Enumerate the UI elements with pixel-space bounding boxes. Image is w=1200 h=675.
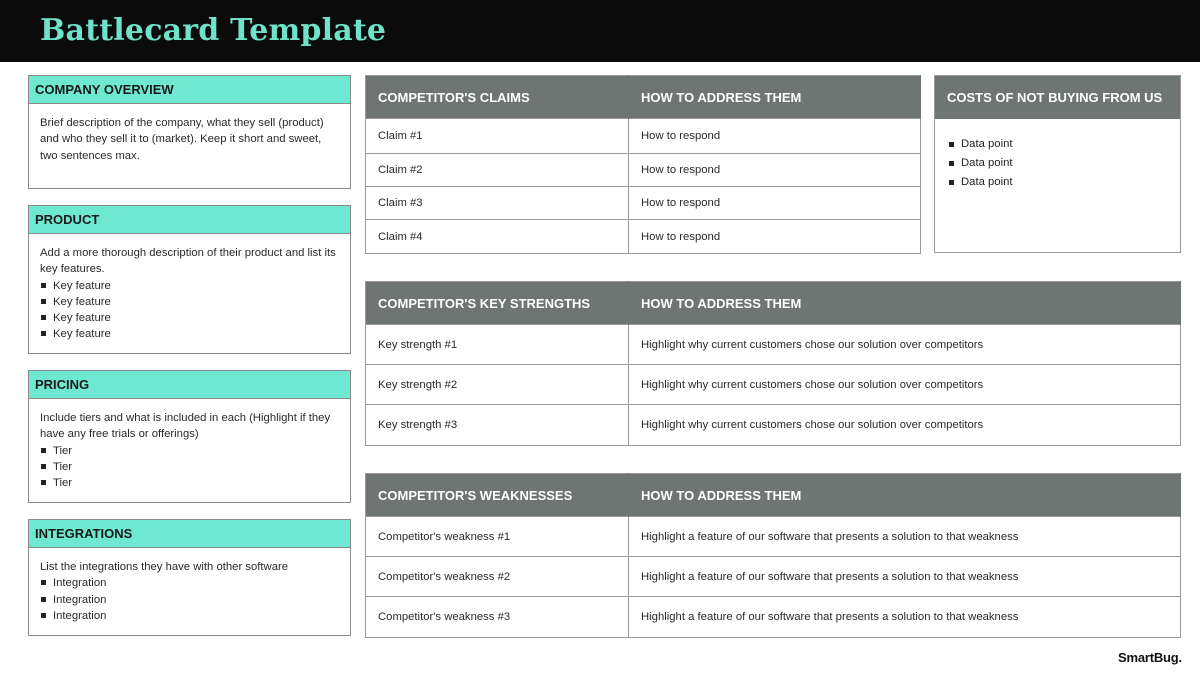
product-body	[29, 234, 350, 343]
pricing-tier-list	[40, 443, 339, 492]
costs-list	[935, 119, 1180, 192]
list-item: Integration	[40, 575, 339, 591]
product-feature-list	[40, 278, 339, 343]
pricing-body	[29, 399, 350, 491]
table-header-row	[366, 474, 1181, 517]
address-column-header: HOW TO ADDRESS THEM	[629, 474, 1181, 517]
company-overview-panel	[28, 75, 351, 189]
table-row	[366, 517, 1181, 557]
page-title: Battlecard Template	[40, 13, 387, 48]
claim-cell: Claim #4	[366, 220, 629, 254]
pricing-text: Include tiers and what is included in each (Highlight if they have any free trials or offerings)	[40, 412, 331, 441]
response-cell: How to respond	[629, 187, 921, 220]
claim-cell: Claim #2	[366, 154, 629, 187]
claim-cell: Claim #1	[366, 119, 629, 154]
product-heading: PRODUCT	[29, 206, 350, 234]
response-cell: How to respond	[629, 220, 921, 254]
weakness-cell: Competitor's weakness #1	[366, 517, 629, 557]
list-item: Key feature	[40, 294, 339, 310]
pricing-panel	[28, 370, 351, 503]
strengths-table	[365, 281, 1181, 446]
list-item: Tier	[40, 443, 339, 459]
table-row	[366, 365, 1181, 405]
table-header-row	[366, 282, 1181, 325]
response-cell: Highlight a feature of our software that presents a solution to that weakness	[629, 517, 1181, 557]
company-overview-text: Brief description of the company, what they sell (product) and who they sell it to (market). Keep it short and sweet, two sentences max.	[40, 117, 324, 162]
list-item: Key feature	[40, 278, 339, 294]
response-cell: Highlight a feature of our software that presents a solution to that weakness	[629, 557, 1181, 597]
company-overview-heading: COMPANY OVERVIEW	[29, 76, 350, 104]
address-column-header: HOW TO ADDRESS THEM	[629, 282, 1181, 325]
weaknesses-table	[365, 473, 1181, 638]
list-item: Data point	[948, 173, 1180, 192]
table-row	[366, 557, 1181, 597]
response-cell: Highlight why current customers chose our solution over competitors	[629, 405, 1181, 446]
response-cell: Highlight why current customers chose our solution over competitors	[629, 325, 1181, 365]
product-panel	[28, 205, 351, 354]
table-row	[366, 154, 921, 187]
integrations-body	[29, 548, 350, 624]
pricing-heading: PRICING	[29, 371, 350, 399]
response-cell: Highlight a feature of our software that presents a solution to that weakness	[629, 597, 1181, 638]
weaknesses-column-header: COMPETITOR'S WEAKNESSES	[366, 474, 629, 517]
list-item: Key feature	[40, 326, 339, 342]
list-item: Integration	[40, 608, 339, 624]
costs-heading: COSTS OF NOT BUYING FROM US	[935, 76, 1180, 119]
costs-panel	[934, 75, 1181, 253]
response-cell: Highlight why current customers chose our solution over competitors	[629, 365, 1181, 405]
claim-cell: Claim #3	[366, 187, 629, 220]
table-row	[366, 187, 921, 220]
strength-cell: Key strength #2	[366, 365, 629, 405]
integrations-heading: INTEGRATIONS	[29, 520, 350, 548]
address-column-header: HOW TO ADDRESS THEM	[629, 76, 921, 119]
claims-table	[365, 75, 921, 254]
table-header-row	[366, 76, 921, 119]
list-item: Key feature	[40, 310, 339, 326]
strength-cell: Key strength #3	[366, 405, 629, 446]
integrations-list	[40, 575, 339, 624]
smartbug-logo: SmartBug.	[1118, 650, 1182, 665]
integrations-text: List the integrations they have with other software	[40, 561, 289, 573]
strength-cell: Key strength #1	[366, 325, 629, 365]
claims-column-header: COMPETITOR'S CLAIMS	[366, 76, 629, 119]
title-bar	[0, 0, 1200, 62]
table-row	[366, 597, 1181, 638]
response-cell: How to respond	[629, 119, 921, 154]
list-item: Integration	[40, 592, 339, 608]
integrations-panel	[28, 519, 351, 636]
list-item: Data point	[948, 135, 1180, 154]
list-item: Tier	[40, 475, 339, 491]
list-item: Tier	[40, 459, 339, 475]
response-cell: How to respond	[629, 154, 921, 187]
weakness-cell: Competitor's weakness #3	[366, 597, 629, 638]
strengths-column-header: COMPETITOR'S KEY STRENGTHS	[366, 282, 629, 325]
weakness-cell: Competitor's weakness #2	[366, 557, 629, 597]
table-row	[366, 119, 921, 154]
table-row	[366, 220, 921, 254]
table-row	[366, 325, 1181, 365]
list-item: Data point	[948, 154, 1180, 173]
product-text: Add a more thorough description of their product and list its key features.	[40, 247, 336, 276]
table-row	[366, 405, 1181, 446]
